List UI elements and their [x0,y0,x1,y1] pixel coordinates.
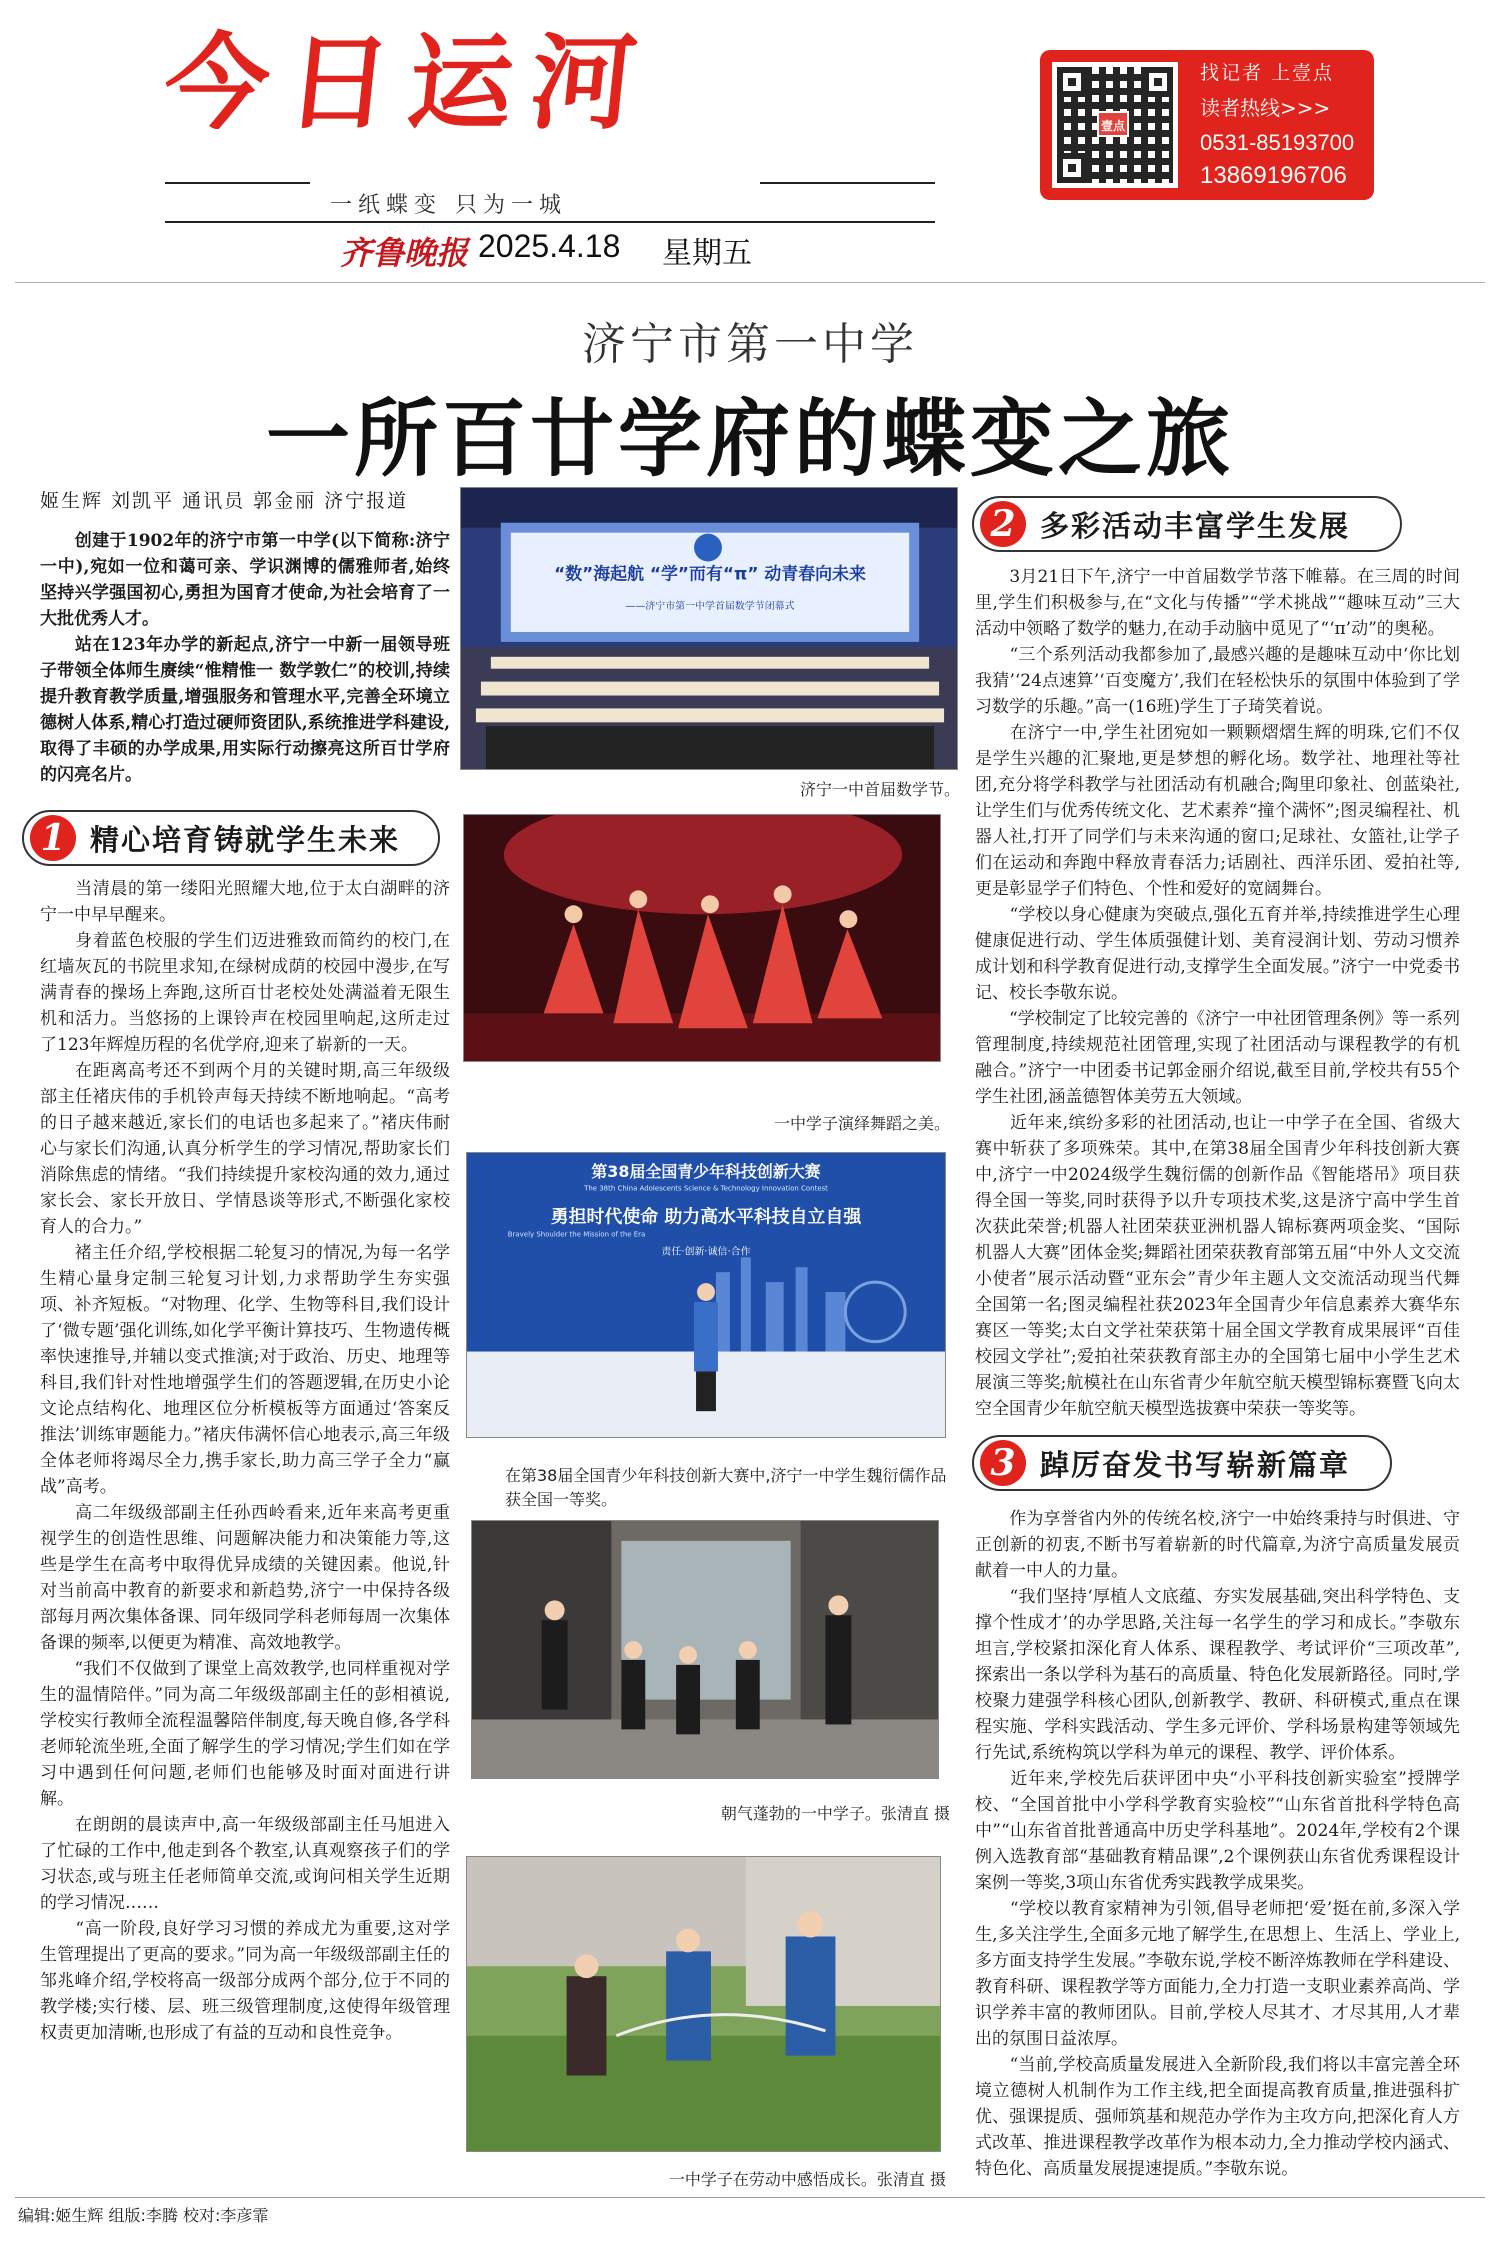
photo-banner-text: “数”海起航 “学”而有“π” 动青春向未来 [554,563,866,584]
paper-logo: 齐鲁晚报 [340,234,469,272]
article-headline: 一所百廿学府的蝶变之旅 [265,389,1234,488]
contest-slogan: 勇担时代使命 助力高水平科技自立自强 [550,1206,862,1228]
section-2-header [972,496,1402,552]
footer-rule [15,2197,1485,2198]
section-2-body: 3月21日下午,济宁一中首届数学节落下帷幕。在三周的时间里,学生们积极参与,在“文化与传播”“学术挑战”“趣味互动”三大活动中领略了数学的魅力,在动手动脑中觅见了“‘π’动”的奥秘。 “三个系列活动我都参加了,最感兴趣的是趣味互动中‘你比划我猜’‘24点速算’‘百变魔方’,我们在轻松快乐的氛围中体验到了学习数学的乐趣。”高一(16班)学生丁子琦笑着说。 在济宁一中,学生社团宛如一颗颗熠熠生辉的明珠,它们不仅是学生兴趣的汇聚地,更是梦想的孵化场。数学社、地理社等社团,充分将学科教学与社团活动有机融合;陶里印象社、创蓝染社,让学生们与优秀传统文化、艺术素养“撞个满怀”;图灵编程社、机器人社,打开了同学们与未来沟通的窗口;足球社、女篮社,让学子们在运动和奔跑中释放青春活力;话剧社、西洋乐团、爱拍社等,更是彰显学子们特色、个性和爱好的宽阔舞台。 “学校以身心健康为突破点,强化五育并举,持续推进学生心理健康促进行动、学生体质强健计划、美育浸润计划、劳动习惯养成计划和科学教育促进行动,支撑学生全面发展。”济宁一中党委书记、校长李敬东说。 “学校制定了比较完善的《济宁一中社团管理条例》等一系列管理制度,持续规范社团管理,实现了社团活动与课程教学的有机融合。”济宁一中团委书记郭金丽介绍说,截至目前,学校共有55个学生社团,涵盖德智体美劳五大领域。 近年来,缤纷多彩的社团活动,也让一中学子在全国、省级大赛中斩获了多项殊荣。其中,在第38届全国青少年科技创新大赛中,济宁一中2024级学生魏衍儒的创新作品《智能塔吊》项目获得全国一等奖,同时获得予以升专项技术奖,这是济宁高中学生首次获此荣誉;机器人社团荣获亚洲机器人锦标赛两项金奖、“国际机器人大赛”团体金奖;舞蹈社团荣获教育部第五届“中外人文交流小使者”展示活动暨“亚东会”青少年主题人文交流活动现当代舞全国第一名;图灵编程社获2023年全国青少年信息素养大赛华东赛区一等奖;太白文学社荣获第十届全国文学教育成果展评“百佳校园文学社”;爱拍社荣获教育部主办的全国第七届中小学生艺术展演三等奖;航模社在山东省青少年航空航天模型锦标赛暨飞向太空全国青少年航空航天模型选拔赛中荣获一等奖等。 [975,567,1460,1419]
section-1-header [22,810,440,866]
photo-math-festival [460,487,958,770]
contest-banner-en: The 38th China Adolescents Science & Technology Innovation Contest [584,1184,828,1193]
hotline-phone-1[interactable]: 0531-85193700 [1200,130,1355,155]
photo-caption-4: 朝气蓬勃的一中学子。张清直 摄 [720,1804,950,1823]
photo-caption-3: 在第38届全国青少年科技创新大赛中,济宁一中学生魏衍儒作品获全国一等奖。 [505,1466,947,1509]
hotline-label: 读者热线>>> [1200,96,1331,120]
issue-date: 2025.4.18 [478,228,621,264]
section-3-body: 作为享誉省内外的传统名校,济宁一中始终秉持与时俱进、守正创新的初衷,不断书写着崭新的时代篇章,为济宁高质量发展贡献着一中人的力量。 “我们坚持‘厚植人文底蕴、夯实发展基础,突出科学特色、支撑个性成才’的办学思路,关注每一名学生的学习和成长。”李敬东坦言,学校紧扣深化育人体系、课程教学、考试评价“三项改革”,探索出一条以学科为基石的高质量、特色化发展新路径。同时,学校聚力建强学科核心团队,创新教学、教研、科研模式,重点在课程实施、学科实践活动、学生多元评价、学科场景构建等领域先行先试,系统构筑以学科为单元的课程、教学、评价体系。 近年来,学校先后获评团中央“小平科技创新实验室”授牌学校、“全国首批中小学科学教育实验校”“山东省首批科学特色高中”“山东省首批普通高中历史学科基地”。2024年,学校有2个课例入选教育部“基础教育精品课”,2个课例获山东省优秀课程设计案例一等奖,3项山东省优秀实践教学成果奖。 “学校以教育家精神为引领,倡导老师把‘爱’挺在前,多深入学生,多关注学生,全面多元地了解学生,在思想上、生活上、学业上,多方面支持学生发展。”李敬东说,学校不断淬炼教师在学科建设、教育科研、课程教学等方面能力,全力打造一支职业素养高尚、学识学养丰富的教师团队。目前,学校人尽其才、才尽其用,人才辈出的氛围日益浓厚。 “当前,学校高质量发展进入全新阶段,我们将以丰富完善全环境立德树人机制作为工作主线,把全面提高教育质量,推进强科扩优、强课提质、强师筑基和规范办学作为主攻方向,把深化育人方式改革、推进课程教学改革作为根本动力,全力推动学校内涵式、特色化、高质量发展提速提质。”李敬东说。 [975,1509,1460,2179]
section-2-title: 多彩活动丰富学生发展 [1040,508,1351,543]
masthead-rule-left [165,182,310,184]
qr-code[interactable] [1052,62,1178,188]
hotline-slogan: 找记者 上壹点 [1200,62,1335,84]
section-3-title: 踔厉奋发书写崭新篇章 [1040,1447,1351,1482]
section-2-number: 2 [980,501,1026,547]
section-3-number: 3 [980,1440,1026,1486]
masthead-separator [15,282,1485,283]
issue-weekday: 星期五 [662,236,752,271]
contest-motto: 责任·创新·诚信·合作 [661,1246,751,1258]
section-1-body: 当清晨的第一缕阳光照耀大地,位于太白湖畔的济宁一中早早醒来。 身着蓝色校服的学生们迈进雅致而简约的校门,在红墙灰瓦的书院里求知,在绿树成荫的校园中漫步,在写满青春的操场上奔跑,这所百廿老校处处满溢着无限生机和活力。当悠扬的上课铃声在校园里响起,这所走过了123年辉煌历程的名优学府,迎来了崭新的一天。 在距离高考还不到两个月的关键时期,高三年级级部主任褚庆伟的手机铃声每天持续不断地响起。“高考的日子越来越近,家长们的电话也多起来了。”褚庆伟耐心与家长们沟通,认真分析学生的学习情况,帮助家长们消除焦虑的情绪。“我们持续提升家校沟通的效力,通过家长会、家长开放日、学情恳谈等形式,不断强化家校育人的合力。” 褚主任介绍,学校根据二轮复习的情况,为每一名学生精心量身定制三轮复习计划,力求帮助学生夯实强项、补齐短板。“对物理、化学、生物等科目,我们设计了‘微专题’强化训练,如化学平衡计算技巧、生物遗传概率快速推导,并辅以变式推演;对于政治、历史、地理等科目,我们针对性地增强学生们的答题逻辑,在历史小论文论点结构化、地理区位分析模板等方面通过‘答案反推法’训练审题能力。”褚庆伟满怀信心地表示,高三年级全体老师将竭尽全力,携手家长,助力高三学子全力“赢战”高考。 高二年级级部副主任孙西岭看来,近年来高考更重视学生的创造性思维、问题解决能力和决策能力等,这些是学生在高考中取得优异成绩的关键因素。他说,针对当前高中教育的新要求和新趋势,济宁一中保持各级部每月两次集体备课、同年级同学科老师每周一次集体备课的频率,以便更为精准、高效地教学。 “我们不仅做到了课堂上高效教学,也同样重视对学生的温情陪伴。”同为高二年级级部副主任的彭相禛说,学校实行教师全流程温馨陪伴制度,每天晚自修,各学科老师轮流坐班,全面了解学生的学习情况;学生们如在学习中遇到任何问题,老师们也能够及时面对面进行讲解。 在朗朗的晨读声中,高一年级级部副主任马旭进入了忙碌的工作中,他走到各个教室,认真观察孩子们的学习状态,或与班主任老师简单交流,或询问相关学生近期的学习情况…… “高一阶段,良好学习习惯的养成尤为重要,这对学生管理提出了更高的要求。”同为高一年级级部副主任的邹兆峰介绍,学校将高一级部分成两个部分,位于不同的教学楼;实行楼、层、班三级管理制度,这使得年级管理权责更加清晰,也形成了有益的互动和良性竞争。 [40,879,450,2043]
photo-caption-2: 一中学子演绎舞蹈之美。 [773,1114,950,1133]
contest-slogan-en: Bravely Shoulder the Mission of the Era [507,1230,646,1239]
article-byline: 姬生辉 刘凯平 通讯员 郭金丽 济宁报道 [40,490,409,512]
article-intro: 创建于1902年的济宁市第一中学(以下简称:济宁一中),宛如一位和蔼可亲、学识渊博的儒雅师者,始终坚持兴学强国初心,勇担为国育才使命,为社会培育了一大批优秀人才。 站在123年办学的新起点,济宁一中新一届领导班子带领全体师生赓续“惟精惟一 数学敦仁”的校训,持续提升教育教学质量,增强服务和管理水平,完善全环境立德树人体系,精心打造过硬师资团队,系统推进学科建设,取得了丰硕的办学成果,用实际行动擦亮这所百廿学府的闪亮名片。 [40,531,450,785]
photo-science-contest [466,1152,946,1438]
reader-hotline-box [1040,50,1374,200]
photo-ensemble [471,1520,939,1779]
contest-banner-title: 第38届全国青少年科技创新大赛 [591,1161,821,1181]
photo-banner-subtitle: ——济宁市第一中学首届数学节闭幕式 [625,601,795,613]
qr-logo: 壹点 [1097,111,1129,137]
article-kicker: 济宁市第一中学 [582,319,918,370]
hotline-phone-2[interactable]: 13869196706 [1200,162,1347,189]
photo-caption-5: 一中学子在劳动中感悟成长。张清直 摄 [668,2170,946,2189]
section-3-header [972,1435,1392,1491]
photo-dance [463,814,941,1062]
photo-labor [466,1856,941,2152]
section-1-number: 1 [30,815,76,861]
masthead-title: 今日运河 [158,22,660,144]
masthead-rule-right [760,182,935,184]
masthead-underline [165,221,935,223]
masthead-slogan: 一纸蝶变 只为一城 [330,193,567,218]
page-footer-credits: 编辑:姬生辉 组版:李腾 校对:李彦霏 [18,2206,269,2225]
photo-caption-1: 济宁一中首届数学节。 [799,780,960,799]
section-1-title: 精心培育铸就学生未来 [90,822,401,857]
